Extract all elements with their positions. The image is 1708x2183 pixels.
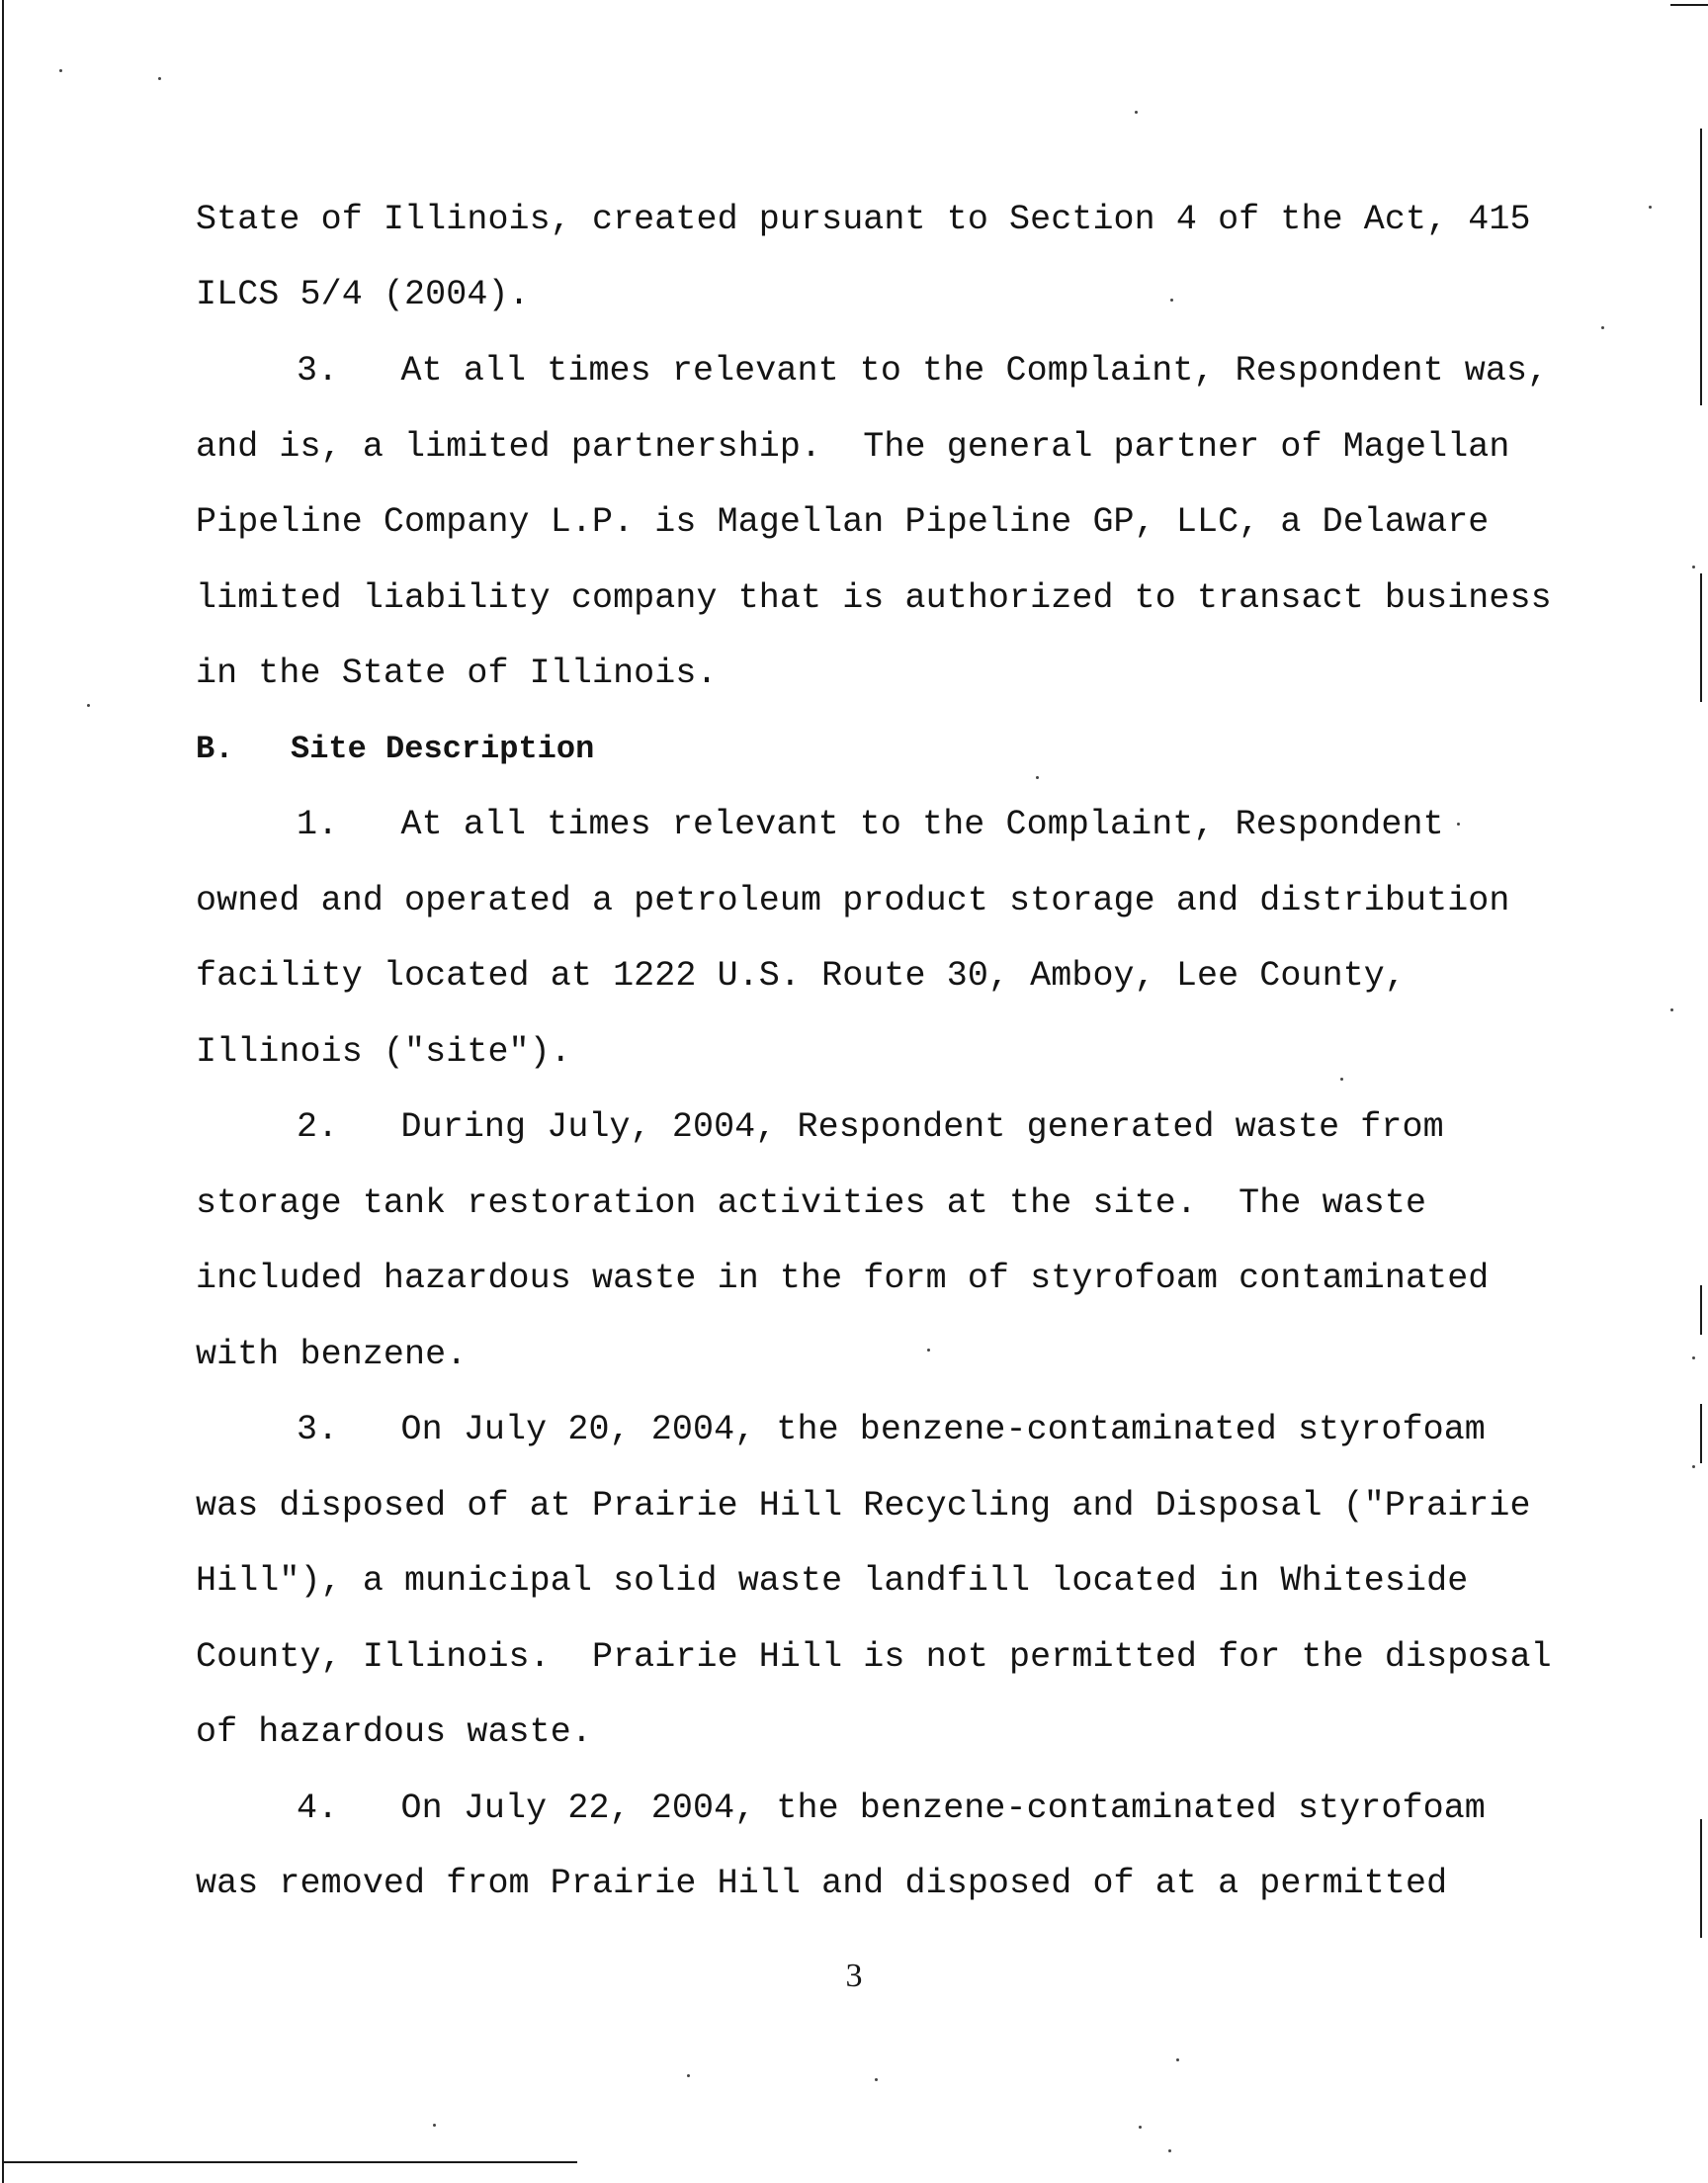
scan-right-mark [1700, 129, 1702, 405]
paragraph-start: 1. At all times relevant to the Complaint, Respondent [297, 805, 1444, 844]
text-line: limited liability company that is authorized to transact business [196, 578, 1552, 618]
scan-right-mark [1700, 1404, 1702, 1463]
scan-speck [1692, 1465, 1695, 1468]
paragraph-start: 3. At all times relevant to the Complaint, Respondent was, [297, 351, 1549, 391]
scan-speck [1135, 111, 1138, 114]
text-line: in the State of Illinois. [196, 654, 718, 693]
scan-speck [1692, 566, 1695, 568]
scan-speck [1176, 2058, 1179, 2061]
scan-speck [1649, 206, 1652, 209]
scan-speck [87, 704, 90, 707]
scan-right-mark [1700, 1819, 1702, 1938]
scan-speck [1457, 823, 1460, 826]
scan-speck [59, 69, 62, 72]
scan-speck [1036, 776, 1039, 779]
text-line: State of Illinois, created pursuant to Section 4 of the Act, 415 [196, 200, 1531, 239]
scan-right-mark [1700, 1285, 1702, 1335]
scan-speck [1139, 2126, 1142, 2129]
text-line: with benzene. [196, 1335, 468, 1374]
text-line: was disposed of at Prairie Hill Recycling and Disposal ("Prairie [196, 1486, 1531, 1526]
scan-speck [1692, 1356, 1695, 1359]
text-line: storage tank restoration activities at the site. The waste [196, 1183, 1427, 1223]
paragraph-start: 3. On July 20, 2004, the benzene-contaminated styrofoam [297, 1410, 1486, 1449]
scan-speck [1340, 1078, 1343, 1081]
text-line: owned and operated a petroleum product storage and distribution [196, 881, 1510, 920]
scan-speck [1670, 1008, 1673, 1011]
text-line: County, Illinois. Prairie Hill is not permitted for the disposal [196, 1637, 1552, 1677]
scan-right-mark [1700, 573, 1702, 702]
scan-speck [927, 1349, 930, 1352]
scan-speck [687, 2074, 690, 2077]
text-line: facility located at 1222 U.S. Route 30, Amboy, Lee County, [196, 956, 1406, 996]
text-line: Hill"), a municipal solid waste landfill located in Whiteside [196, 1561, 1469, 1601]
scan-speck [1601, 326, 1604, 329]
paragraph-start: 2. During July, 2004, Respondent generated waste from [297, 1107, 1444, 1147]
page-number: 3 [845, 1958, 863, 1994]
text-line: Pipeline Company L.P. is Magellan Pipeline GP, LLC, a Delaware [196, 502, 1490, 542]
text-line: of hazardous waste. [196, 1712, 592, 1752]
text-line: was removed from Prairie Hill and disposed of at a permitted [196, 1864, 1448, 1903]
scan-left-border [2, 0, 4, 2183]
text-line: and is, a limited partnership. The general partner of Magellan [196, 427, 1510, 467]
text-line: Illinois ("site"). [196, 1032, 571, 1072]
scan-speck [158, 77, 161, 80]
scan-speck [1170, 299, 1173, 302]
text-line: included hazardous waste in the form of styrofoam contaminated [196, 1259, 1490, 1298]
text-line: ILCS 5/4 (2004). [196, 275, 530, 314]
scan-speck [1168, 2149, 1171, 2152]
scan-top-right-corner [1670, 4, 1708, 6]
paragraph-start: 4. On July 22, 2004, the benzene-contaminated styrofoam [297, 1789, 1486, 1828]
scan-speck [875, 2078, 878, 2081]
scan-bottom-edge [2, 2161, 577, 2163]
section-heading: B. Site Description [196, 731, 595, 767]
scan-speck [433, 2124, 436, 2127]
